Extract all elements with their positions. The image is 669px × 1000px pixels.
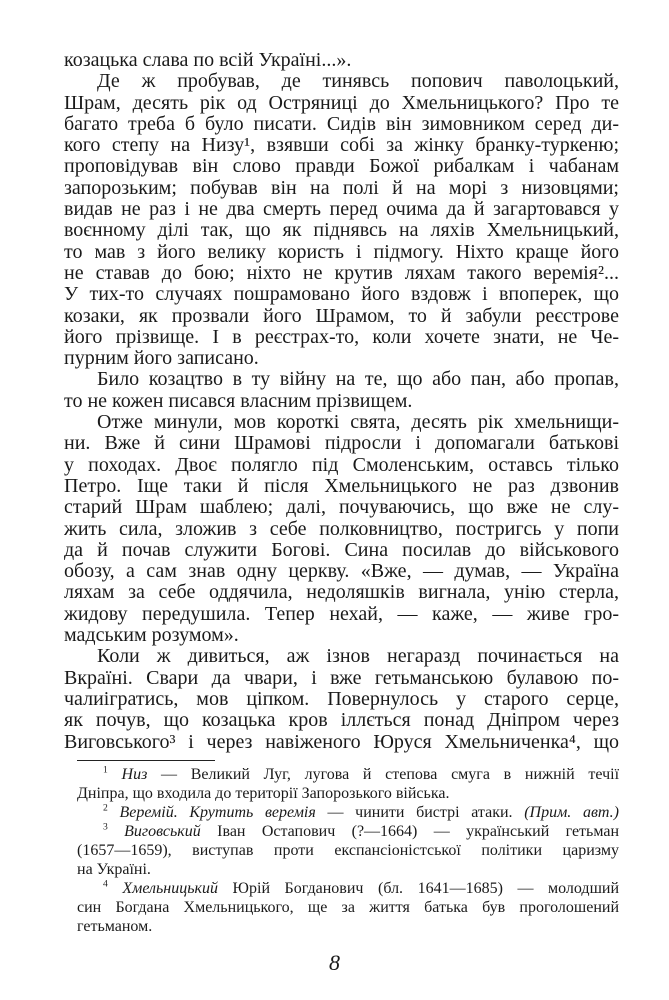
- footnote-text: Іван Остапович (?—1664) — український гетьман: [217, 823, 619, 840]
- text-line: Вкраїні. Свари да чвари, і вже гетьманською булавою по-: [64, 667, 619, 689]
- text-line: Де ж пробував, де тинявсь попович паволоцький,: [97, 71, 619, 93]
- footnote-divider: [77, 760, 215, 761]
- text-line: то не кожен писався власним прізвищем.: [64, 390, 413, 412]
- text-line: жидову передушила. Тепер нехай, — каже, — живе гро-: [64, 603, 619, 625]
- footnote-line: [77, 822, 619, 841]
- footnote-text: на Україні.: [77, 861, 151, 878]
- text-line: козаки, як прозвали його Шрамом, то й забули реєстрове: [64, 305, 619, 327]
- text-line: козацька слава по всій Україні...».: [64, 50, 352, 71]
- footnote-text: гетьманом.: [77, 918, 153, 935]
- text-line: У тих-то случаях пошрамовано його вздовж і впоперек, що: [64, 284, 619, 306]
- text-line: Шрам, десять рік од Остряниці до Хмельницького? Про те: [64, 92, 619, 114]
- text-line: да й почав служити Богові. Сина посилав до військового: [64, 539, 619, 561]
- footnote-number: 3: [103, 822, 108, 833]
- footnote-line: [77, 879, 619, 898]
- text-line: не ставав до бою; ніхто не крутив ляхам такого веремія²...: [64, 262, 619, 284]
- text-line: Коли ж дивиться, аж ізнов негаразд починається на: [97, 646, 619, 668]
- footnote-term: Веремій. Крутить веремія: [119, 804, 316, 821]
- footnote-line: [77, 841, 619, 860]
- footnote-line: [77, 917, 619, 936]
- footnote-text: Дніпра, що входила до території Запорозького війська.: [77, 785, 450, 802]
- footnote-line: [77, 784, 619, 803]
- footnote-text: син Богдана Хмельницького, ще за життя батька був проголошений: [77, 899, 619, 916]
- footnote-line: [77, 860, 619, 879]
- text-line: у походах. Двоє полягло під Смоленським, оставсь тілько: [64, 454, 619, 476]
- text-line: чалиігратись, мов ціпком. Повернулось у старого серце,: [64, 688, 619, 710]
- footnote-line: [77, 765, 619, 784]
- text-line: Виговського³ і через навіженого Юруся Хмельниченка⁴, що: [64, 731, 619, 753]
- text-line: воєнному ділі так, що як піднявсь на ляхів Хмельницький,: [64, 220, 619, 242]
- footnote-text: Юрій Богданович (бл. 1641—1685) — молодший: [232, 880, 619, 897]
- footnote-term: Виговський: [124, 823, 201, 840]
- footnotes: [77, 765, 619, 936]
- footnote-number: 4: [103, 879, 108, 890]
- footnote-note: (Прим. авт.): [524, 804, 619, 821]
- text-line: то мав з його велику користь і підмогу. Ніхто краще його: [64, 241, 619, 263]
- text-line: пурним його записано.: [64, 348, 259, 370]
- text-line: Било козацтво в ту війну на те, що або пан, або пропав,: [97, 369, 619, 391]
- footnote-line: [77, 803, 619, 822]
- footnote-text: — Великий Луг, лугова й степова смуга в нижній течії: [161, 766, 619, 783]
- text-line: ни. Вже й сини Шрамові підросли і допомагали батькові: [64, 433, 619, 455]
- text-line: його прізвище. І в реєстрах-то, коли хочете знати, не Че-: [64, 326, 619, 348]
- footnote-term: Хмельницький: [122, 880, 218, 897]
- text-line: запорозьким; побував він на полі й на морі з низовцями;: [64, 177, 619, 199]
- text-line: як почув, що козацька кров іллється понад Дніпром через: [64, 710, 619, 732]
- page-number: 8: [329, 950, 340, 975]
- footnote-text: — чинити бистрі атаки.: [327, 804, 513, 821]
- text-line: проповідував він слово правди Божої рибалкам і чабанам: [64, 156, 619, 178]
- text-line: старий Шрам шаблею; далі, почуваючись, що вже не слу-: [64, 497, 619, 519]
- main-text: [64, 50, 619, 753]
- text-line: Отже минули, мов короткі свята, десять рік хмельнищи-: [97, 412, 619, 434]
- text-line: багато треба б було писати. Сидів він зимовником серед ди-: [64, 113, 619, 135]
- text-line: жить сила, зложив з себе полковництво, постригсь у попи: [64, 518, 619, 540]
- footnote-line: [77, 898, 619, 917]
- text-line: обозу, а сам знав одну церкву. «Вже, — думав, — Україна: [64, 561, 619, 583]
- text-line: мадським розумом».: [64, 625, 239, 647]
- footnote-number: 2: [103, 803, 108, 814]
- footnote-number: 1: [103, 765, 108, 776]
- text-line: Петро. Іще таки й після Хмельницького не раз дзвонив: [64, 475, 619, 497]
- text-line: видав не раз і не два смерть перед очима да й загартовався у: [64, 199, 619, 221]
- footnote-term: Низ: [121, 766, 148, 783]
- text-line: ляхам за себе оддячила, недоляшків вигнала, унію стерла,: [64, 582, 619, 604]
- text-line: кого степу на Низу¹, взявши собі за жінку бранку-туркеню;: [64, 135, 619, 157]
- footnote-text: (1657—1659), виступав проти експансіоністської політики царизму: [77, 842, 619, 859]
